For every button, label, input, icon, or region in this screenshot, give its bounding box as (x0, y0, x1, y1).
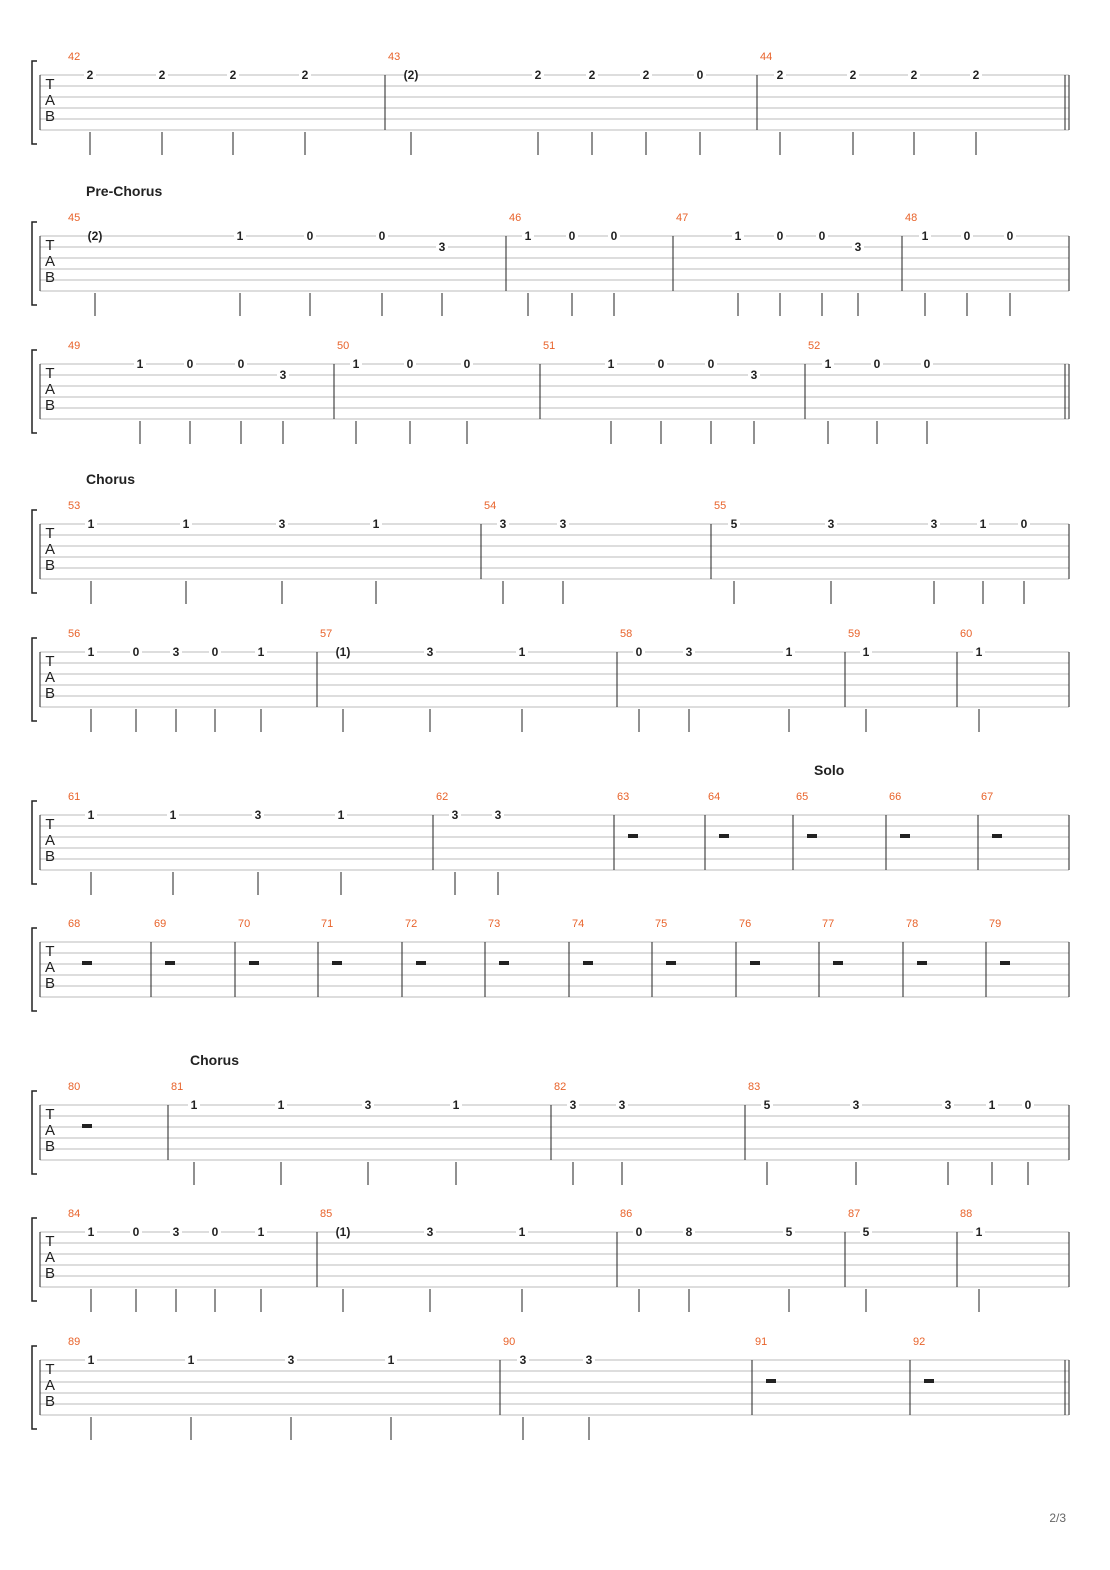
fret-number: 1 (87, 517, 95, 531)
measure-number: 58 (620, 628, 633, 640)
tab-clef-letter: A (44, 541, 56, 558)
fret-number: 1 (257, 645, 265, 659)
fret-number: 3 (944, 1098, 952, 1112)
whole-rest (416, 961, 426, 965)
system-bracket (32, 222, 37, 305)
measure-number: 65 (796, 791, 809, 803)
fret-number: (2) (87, 229, 103, 243)
tab-clef-letter: T (45, 365, 55, 382)
fret-number: 1 (734, 229, 742, 243)
fret-number: 0 (211, 1225, 219, 1239)
fret-number: 1 (372, 517, 380, 531)
fret-number: 3 (494, 808, 502, 822)
fret-number: 1 (182, 517, 190, 531)
fret-number: 1 (975, 645, 983, 659)
fret-number: 1 (518, 645, 526, 659)
fret-number: 0 (306, 229, 314, 243)
fret-number: 1 (87, 808, 95, 822)
measure-number: 83 (748, 1081, 761, 1093)
tab-clef-letter: A (44, 381, 56, 398)
fret-number: (1) (335, 645, 351, 659)
system-bracket (32, 1346, 37, 1429)
tab-system (32, 1052, 1069, 1185)
tab-system (32, 340, 1069, 444)
fret-number: 3 (685, 645, 693, 659)
fret-number: 3 (278, 517, 286, 531)
measure-number: 86 (620, 1208, 633, 1220)
whole-rest (583, 961, 593, 965)
fret-number: 0 (132, 1225, 140, 1239)
fret-number: 1 (187, 1353, 195, 1367)
section-label: Chorus (190, 1052, 239, 1068)
whole-rest (766, 1379, 776, 1383)
fret-number: 0 (406, 357, 414, 371)
fret-number: 1 (975, 1225, 983, 1239)
tab-clef-letter: B (44, 848, 56, 865)
system-bracket (32, 510, 37, 593)
tab-clef-letter: T (45, 816, 55, 833)
fret-number: 1 (785, 645, 793, 659)
measure-number: 45 (68, 212, 81, 224)
tab-clef-letter: A (44, 959, 56, 976)
measure-number: 92 (913, 1336, 926, 1348)
fret-number: 0 (1020, 517, 1028, 531)
measure-number: 59 (848, 628, 861, 640)
fret-number: 3 (499, 517, 507, 531)
fret-number: 3 (426, 645, 434, 659)
tab-system (32, 918, 1069, 1011)
system-bracket (32, 1091, 37, 1174)
tab-clef-letter: B (44, 269, 56, 286)
fret-number: 0 (696, 68, 704, 82)
whole-rest (82, 961, 92, 965)
fret-number: 0 (818, 229, 826, 243)
whole-rest (332, 961, 342, 965)
measure-number: 91 (755, 1336, 768, 1348)
fret-number: 1 (862, 645, 870, 659)
fret-number: 2 (588, 68, 596, 82)
measure-number: 88 (960, 1208, 973, 1220)
fret-number: 0 (635, 1225, 643, 1239)
tab-clef-letter: B (44, 685, 56, 702)
whole-rest (82, 1124, 92, 1128)
system-bracket (32, 928, 37, 1011)
whole-rest (249, 961, 259, 965)
measure-number: 90 (503, 1336, 516, 1348)
fret-number: 1 (257, 1225, 265, 1239)
whole-rest (807, 834, 817, 838)
fret-number: 3 (618, 1098, 626, 1112)
tab-system (32, 471, 1069, 604)
fret-number: 2 (158, 68, 166, 82)
measure-number: 82 (554, 1081, 567, 1093)
measure-number: 52 (808, 340, 821, 352)
fret-number: 0 (211, 645, 219, 659)
fret-number: 2 (849, 68, 857, 82)
fret-number: 1 (979, 517, 987, 531)
whole-rest (719, 834, 729, 838)
fret-number: 1 (607, 357, 615, 371)
measure-number: 77 (822, 918, 835, 930)
fret-number: 2 (86, 68, 94, 82)
measure-number: 61 (68, 791, 81, 803)
tab-clef-letter: A (44, 92, 56, 109)
fret-number: 3 (585, 1353, 593, 1367)
fret-number: 1 (387, 1353, 395, 1367)
measure-number: 62 (436, 791, 449, 803)
tab-clef-letter: B (44, 1393, 56, 1410)
measure-number: 60 (960, 628, 973, 640)
tab-clef-letter: T (45, 525, 55, 542)
whole-rest (833, 961, 843, 965)
whole-rest (750, 961, 760, 965)
fret-number: 3 (364, 1098, 372, 1112)
measure-number: 48 (905, 212, 918, 224)
system-bracket (32, 1218, 37, 1301)
measure-number: 50 (337, 340, 350, 352)
whole-rest (917, 961, 927, 965)
measure-number: 44 (760, 51, 773, 63)
fret-number: 5 (763, 1098, 771, 1112)
fret-number: 1 (87, 1225, 95, 1239)
tab-clef-letter: A (44, 1249, 56, 1266)
measure-number: 78 (906, 918, 919, 930)
fret-number: 0 (1006, 229, 1014, 243)
fret-number: 2 (229, 68, 237, 82)
tab-clef-letter: B (44, 397, 56, 414)
tab-system (32, 1208, 1069, 1312)
tab-system (32, 183, 1069, 316)
whole-rest (165, 961, 175, 965)
system-bracket (32, 350, 37, 433)
fret-number: 3 (519, 1353, 527, 1367)
tab-clef-letter: B (44, 557, 56, 574)
fret-number: 3 (451, 808, 459, 822)
fret-number: 0 (463, 357, 471, 371)
section-label: Chorus (86, 471, 135, 487)
tab-clef-letter: T (45, 237, 55, 254)
tab-system (32, 1336, 1069, 1440)
whole-rest (628, 834, 638, 838)
measure-number: 87 (848, 1208, 861, 1220)
measure-number: 68 (68, 918, 81, 930)
fret-number: 1 (87, 645, 95, 659)
measure-number: 55 (714, 500, 727, 512)
measure-number: 73 (488, 918, 501, 930)
measure-number: 79 (989, 918, 1002, 930)
fret-number: 3 (279, 368, 287, 382)
measure-number: 80 (68, 1081, 81, 1093)
fret-number: 1 (518, 1225, 526, 1239)
fret-number: 0 (963, 229, 971, 243)
measure-number: 56 (68, 628, 81, 640)
section-label: Solo (814, 762, 845, 778)
measure-number: 89 (68, 1336, 81, 1348)
measure-number: 47 (676, 212, 689, 224)
measure-number: 85 (320, 1208, 333, 1220)
fret-number: 0 (610, 229, 618, 243)
measure-number: 66 (889, 791, 902, 803)
fret-number: 3 (254, 808, 262, 822)
fret-number: 3 (930, 517, 938, 531)
measure-number: 46 (509, 212, 522, 224)
fret-number: 5 (730, 517, 738, 531)
tab-clef-letter: B (44, 1265, 56, 1282)
fret-number: 3 (854, 240, 862, 254)
measure-number: 84 (68, 1208, 81, 1220)
measure-number: 57 (320, 628, 333, 640)
fret-number: 3 (438, 240, 446, 254)
measure-number: 43 (388, 51, 401, 63)
measure-number: 54 (484, 500, 497, 512)
fret-number: 2 (972, 68, 980, 82)
tab-clef-letter: A (44, 832, 56, 849)
fret-number: 5 (785, 1225, 793, 1239)
tab-clef-letter: B (44, 108, 56, 125)
fret-number: 3 (172, 645, 180, 659)
measure-number: 76 (739, 918, 752, 930)
fret-number: 1 (824, 357, 832, 371)
fret-number: 0 (568, 229, 576, 243)
fret-number: 0 (186, 357, 194, 371)
fret-number: 2 (301, 68, 309, 82)
fret-number: 0 (1024, 1098, 1032, 1112)
fret-number: 0 (923, 357, 931, 371)
fret-number: 1 (169, 808, 177, 822)
tab-clef-letter: T (45, 1361, 55, 1378)
fret-number: 2 (776, 68, 784, 82)
fret-number: 0 (132, 645, 140, 659)
measure-number: 64 (708, 791, 721, 803)
fret-number: 1 (921, 229, 929, 243)
fret-number: 3 (750, 368, 758, 382)
measure-number: 49 (68, 340, 81, 352)
fret-number: 0 (776, 229, 784, 243)
system-bracket (32, 638, 37, 721)
whole-rest (900, 834, 910, 838)
fret-number: 3 (172, 1225, 180, 1239)
tab-clef-letter: T (45, 76, 55, 93)
system-bracket (32, 801, 37, 884)
fret-number: 1 (236, 229, 244, 243)
fret-number: 8 (685, 1225, 693, 1239)
whole-rest (992, 834, 1002, 838)
measure-number: 51 (543, 340, 556, 352)
measure-number: 42 (68, 51, 81, 63)
whole-rest (924, 1379, 934, 1383)
measure-number: 71 (321, 918, 334, 930)
fret-number: 2 (910, 68, 918, 82)
fret-number: 1 (337, 808, 345, 822)
fret-number: 1 (277, 1098, 285, 1112)
fret-number: 0 (635, 645, 643, 659)
fret-number: 3 (559, 517, 567, 531)
fret-number: 1 (136, 357, 144, 371)
tab-clef-letter: T (45, 1106, 55, 1123)
fret-number: 1 (452, 1098, 460, 1112)
tab-system (32, 51, 1069, 155)
tab-clef-letter: A (44, 1122, 56, 1139)
fret-number: 1 (988, 1098, 996, 1112)
measure-number: 81 (171, 1081, 184, 1093)
fret-number: 1 (190, 1098, 198, 1112)
measure-number: 75 (655, 918, 668, 930)
system-bracket (32, 61, 37, 144)
whole-rest (1000, 961, 1010, 965)
fret-number: 3 (852, 1098, 860, 1112)
fret-number: 5 (862, 1225, 870, 1239)
fret-number: 3 (287, 1353, 295, 1367)
tab-system (32, 762, 1069, 895)
fret-number: (1) (335, 1225, 351, 1239)
fret-number: 3 (426, 1225, 434, 1239)
fret-number: 0 (873, 357, 881, 371)
tab-clef-letter: A (44, 669, 56, 686)
measure-number: 63 (617, 791, 630, 803)
tab-system (32, 628, 1069, 732)
measure-number: 74 (572, 918, 585, 930)
whole-rest (499, 961, 509, 965)
tab-clef-letter: T (45, 1233, 55, 1250)
tab-clef-letter: A (44, 1377, 56, 1394)
fret-number: 1 (352, 357, 360, 371)
fret-number: 0 (657, 357, 665, 371)
tab-clef-letter: B (44, 975, 56, 992)
fret-number: (2) (403, 68, 419, 82)
measure-number: 70 (238, 918, 251, 930)
fret-number: 2 (642, 68, 650, 82)
fret-number: 1 (524, 229, 532, 243)
fret-number: 3 (569, 1098, 577, 1112)
fret-number: 3 (827, 517, 835, 531)
measure-number: 67 (981, 791, 994, 803)
fret-number: 2 (534, 68, 542, 82)
fret-number: 0 (378, 229, 386, 243)
measure-number: 53 (68, 500, 81, 512)
section-label: Pre-Chorus (86, 183, 163, 199)
tab-clef-letter: B (44, 1138, 56, 1155)
tab-clef-letter: A (44, 253, 56, 270)
tab-clef-letter: T (45, 943, 55, 960)
measure-number: 72 (405, 918, 418, 930)
fret-number: 0 (707, 357, 715, 371)
tab-clef-letter: T (45, 653, 55, 670)
fret-number: 0 (237, 357, 245, 371)
measure-number: 69 (154, 918, 167, 930)
fret-number: 1 (87, 1353, 95, 1367)
page-number: 2/3 (1049, 1511, 1066, 1525)
whole-rest (666, 961, 676, 965)
